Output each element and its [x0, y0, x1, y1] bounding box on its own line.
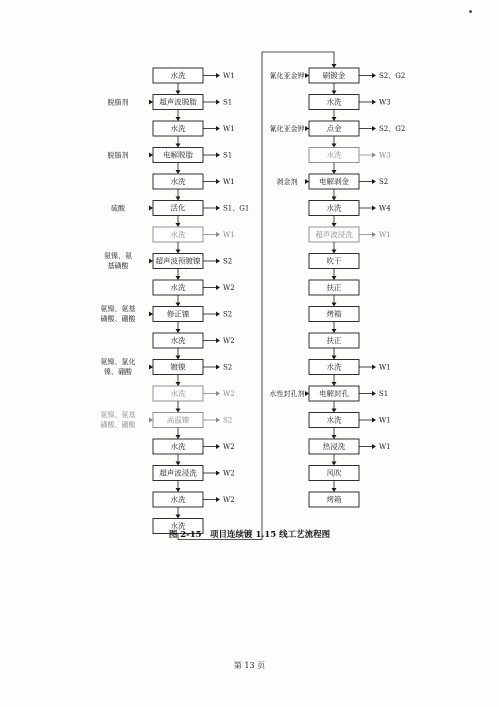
- input-material-line1: 氨镍、氨基: [100, 305, 136, 313]
- output-code: W3: [379, 151, 391, 160]
- input-arrowhead: [149, 259, 153, 264]
- output-code: W2: [223, 443, 235, 451]
- output-arrowhead: [216, 338, 220, 343]
- output-arrowhead: [216, 497, 220, 502]
- input-arrowhead: [305, 73, 309, 78]
- flow-arrowhead: [176, 170, 181, 174]
- process-step-label: 高温镍: [166, 415, 190, 425]
- flow-arrowhead: [332, 356, 337, 360]
- process-step-label: 超声波浸洗: [159, 468, 197, 478]
- process-step-label: 修正镍: [166, 309, 190, 319]
- process-step-label: 水洗: [170, 495, 186, 504]
- input-material: 脱脂剂: [107, 151, 129, 160]
- output-code: S2: [223, 257, 233, 266]
- input-arrowhead: [149, 418, 153, 423]
- input-arrowhead: [149, 100, 153, 105]
- flow-arrowhead: [176, 488, 181, 492]
- flow-arrowhead: [332, 144, 337, 148]
- flow-arrowhead: [176, 276, 181, 280]
- flow-arrowhead: [176, 91, 181, 95]
- input-material-line1: 氨镍、氯化: [100, 358, 136, 366]
- flow-arrowhead: [332, 197, 337, 201]
- input-arrowhead: [149, 312, 153, 317]
- input-arrowhead: [149, 153, 153, 158]
- input-material: 硫酸: [111, 204, 125, 213]
- input-arrowhead: [305, 391, 309, 396]
- output-code: S2: [379, 178, 389, 186]
- flow-arrowhead: [176, 117, 181, 121]
- flow-arrowhead: [176, 435, 181, 439]
- output-arrowhead: [216, 391, 220, 396]
- output-code: W2: [223, 390, 235, 398]
- output-code: W2: [223, 496, 235, 504]
- output-code: W1: [379, 363, 391, 372]
- output-arrowhead: [216, 232, 220, 237]
- output-code: S2: [223, 416, 233, 425]
- input-arrowhead: [305, 179, 309, 184]
- process-step-label: 烤箱: [326, 495, 342, 504]
- process-step-label: 水洗: [170, 389, 186, 398]
- output-code: W2: [223, 469, 235, 478]
- output-code: S2、G2: [379, 125, 406, 133]
- output-arrowhead: [372, 126, 376, 131]
- input-material-line2: 基磺酸: [107, 262, 129, 270]
- output-code: W2: [223, 337, 235, 345]
- output-arrowhead: [216, 100, 220, 105]
- process-step-label: 水洗: [170, 124, 186, 133]
- column-link-arrowhead: [332, 64, 337, 68]
- output-arrowhead: [372, 232, 376, 237]
- flow-arrowhead: [332, 409, 337, 413]
- flow-arrowhead: [332, 250, 337, 254]
- process-step-label: 水洗: [170, 71, 186, 80]
- process-step-label: 水洗: [170, 177, 186, 186]
- output-code: S1、G1: [223, 204, 250, 213]
- output-code: W3: [379, 98, 391, 107]
- output-arrowhead: [216, 444, 220, 449]
- output-code: W1: [223, 178, 235, 186]
- output-code: W4: [379, 204, 391, 213]
- flow-arrowhead: [332, 91, 337, 95]
- output-code: S2、G2: [379, 72, 406, 80]
- output-arrowhead: [216, 126, 220, 131]
- flow-arrowhead: [176, 197, 181, 201]
- flow-arrowhead: [176, 144, 181, 148]
- output-arrowhead: [216, 471, 220, 476]
- flow-arrowhead: [332, 435, 337, 439]
- output-code: W1: [379, 443, 391, 451]
- input-material: 脱脂剂: [107, 98, 129, 107]
- flow-arrowhead: [332, 303, 337, 307]
- output-arrowhead: [372, 179, 376, 184]
- output-arrowhead: [216, 206, 220, 211]
- process-step-label: 点金: [326, 124, 342, 133]
- process-step-label: 烤箱: [326, 309, 342, 319]
- output-arrowhead: [216, 285, 220, 290]
- output-code: W1: [223, 125, 235, 133]
- output-arrowhead: [372, 73, 376, 78]
- output-code: S1: [223, 98, 233, 107]
- input-material-line1: 氨镍、氨基: [100, 411, 136, 419]
- process-step-label: 电解封孔: [319, 389, 349, 398]
- process-step-label: 镀镍: [170, 362, 186, 372]
- input-material-line2: 磺酸、硼酸: [100, 421, 136, 429]
- process-step-label: 水洗: [170, 521, 186, 531]
- process-step-label: 水洗: [170, 442, 186, 451]
- flow-arrowhead: [332, 382, 337, 386]
- process-step-label: 吹干: [326, 256, 342, 266]
- output-arrowhead: [372, 365, 376, 370]
- flow-arrowhead: [176, 382, 181, 386]
- output-arrowhead: [216, 418, 220, 423]
- input-arrowhead: [149, 365, 153, 370]
- process-step-label: 扶正: [326, 283, 342, 292]
- input-material-line2: 磺酸、硼酸: [100, 315, 136, 323]
- flow-arrowhead: [176, 329, 181, 333]
- flow-arrowhead: [332, 488, 337, 492]
- flow-arrowhead: [332, 117, 337, 121]
- process-step-label: 水洗: [326, 150, 342, 160]
- process-step-label: 电解剥金: [319, 177, 349, 186]
- output-code: W1: [223, 231, 235, 239]
- process-step-label: 扶正: [326, 336, 342, 345]
- output-arrowhead: [216, 312, 220, 317]
- flow-arrowhead: [176, 515, 181, 519]
- figure-caption: 图 2-15 项目连续镀 1.15 线工艺流程图: [168, 530, 331, 540]
- input-arrowhead: [305, 126, 309, 131]
- process-step-label: 超声波浸洗: [315, 230, 353, 239]
- process-step-label: 电解脱脂: [163, 150, 193, 160]
- process-step-label: 水洗: [326, 203, 342, 213]
- process-step-label: 刷镀金: [322, 71, 346, 80]
- process-step-label: 水洗: [170, 336, 186, 345]
- process-step-label: 水洗: [170, 230, 186, 239]
- input-material: 氰化亚金钾: [269, 125, 305, 133]
- flow-arrowhead: [332, 170, 337, 174]
- flow-arrowhead: [332, 223, 337, 227]
- input-material: 剥金剂: [276, 178, 298, 186]
- process-step-label: 超声波脱脂: [159, 97, 197, 107]
- output-arrowhead: [216, 365, 220, 370]
- output-arrowhead: [372, 206, 376, 211]
- output-arrowhead: [216, 153, 220, 158]
- input-material: 氰化亚金钾: [269, 72, 305, 80]
- output-code: S1: [223, 151, 233, 160]
- output-arrowhead: [216, 259, 220, 264]
- flow-arrowhead: [332, 329, 337, 333]
- output-code: W1: [223, 72, 235, 80]
- output-code: S2: [223, 363, 233, 372]
- flow-arrowhead: [332, 276, 337, 280]
- input-material-line1: 氨镍、氨: [104, 252, 132, 260]
- output-arrowhead: [216, 73, 220, 78]
- output-code: S1: [379, 390, 389, 398]
- process-step-label: 水洗: [326, 415, 342, 425]
- output-code: W1: [379, 416, 391, 425]
- flow-arrowhead: [176, 303, 181, 307]
- output-arrowhead: [372, 153, 376, 158]
- flow-arrowhead: [332, 462, 337, 466]
- input-material-line2: 镍、硼酸: [104, 368, 132, 376]
- output-arrowhead: [372, 100, 376, 105]
- output-code: W2: [223, 284, 235, 292]
- flow-arrowhead: [176, 356, 181, 360]
- process-step-label: 水洗: [326, 97, 342, 107]
- output-arrowhead: [372, 391, 376, 396]
- output-code: S2: [223, 310, 233, 319]
- output-arrowhead: [372, 444, 376, 449]
- process-step-label: 水洗: [170, 283, 186, 292]
- process-step-label: 水洗: [326, 362, 342, 372]
- output-arrowhead: [372, 418, 376, 423]
- process-step-label: 超声波预镀镍: [155, 256, 201, 266]
- process-step-label: 风吹: [326, 468, 342, 478]
- input-material: 水性封孔剂: [269, 390, 305, 398]
- input-arrowhead: [149, 206, 153, 211]
- flow-arrowhead: [176, 250, 181, 254]
- flow-arrowhead: [176, 409, 181, 413]
- page-number: 第 13 页: [233, 661, 266, 670]
- process-step-label: 热浸洗: [322, 442, 346, 451]
- output-arrowhead: [216, 179, 220, 184]
- flow-arrowhead: [176, 462, 181, 466]
- process-step-label: 活化: [170, 203, 186, 213]
- flow-arrowhead: [176, 223, 181, 227]
- output-code: W1: [379, 231, 391, 239]
